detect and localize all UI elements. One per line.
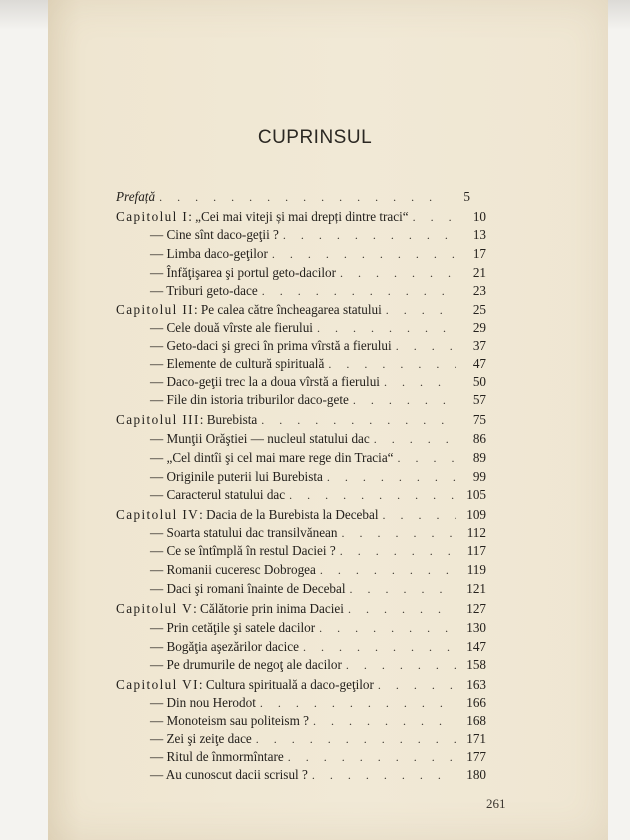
toc-page-number: 166: [466, 695, 486, 710]
toc-page-number: 158: [466, 657, 486, 672]
toc-page-number: 13: [472, 227, 486, 242]
toc-page-number: 10: [472, 209, 486, 224]
toc-page-number: 5: [463, 189, 470, 204]
toc-entry-text: — Au cunoscut dacii scrisul ?: [150, 767, 308, 782]
chapter-label: Capitolul IV: [116, 507, 200, 522]
toc-entry-text: — Daco-geţii trec la a doua vîrstă a fierului: [150, 374, 380, 389]
toc-entry-text: — Soarta statului dac transilvănean: [150, 525, 338, 540]
toc-entry-text: — Bogăţia aşezărilor dacice: [150, 639, 300, 654]
toc-entry-text: — Munţii Orăştiei — nucleul statului dac: [150, 431, 370, 446]
toc-page-number: 163: [466, 677, 486, 692]
toc-page-number: 117: [466, 543, 486, 558]
toc-page-number: 180: [466, 767, 486, 782]
toc-page-number: 147: [466, 639, 486, 654]
toc-entry-text: — „Cel dintîi şi cel mai mare rege din Tracia“: [150, 450, 394, 465]
toc-entry-text: — Caracterul statului dac: [150, 487, 286, 502]
chapter-title: : Călătorie prin inima Daciei: [193, 601, 344, 616]
toc-entry: [150, 766, 486, 784]
toc-page-number: 121: [466, 581, 486, 596]
dot-leader: [288, 748, 456, 766]
page-number: 261: [486, 796, 506, 811]
chapter-label: Capitolul II: [116, 302, 194, 317]
chapter-title: : Burebista: [199, 412, 258, 427]
page-title: CUPRINSUL: [257, 127, 373, 148]
toc-entry-text: — Înfăţişarea şi portul geto-dacilor: [150, 265, 337, 280]
toc-entry-text: — Zei şi zeiţe dace: [150, 731, 252, 746]
dot-leader: [312, 766, 456, 784]
toc-page-number: 75: [472, 412, 486, 427]
toc-page-number: 119: [466, 562, 486, 577]
toc-entry-text: — Pe drumurile de negoţ ale dacilor: [150, 657, 342, 672]
toc-page-number: 25: [472, 302, 486, 317]
toc-entry-text: — Triburi geto-dace: [150, 283, 258, 298]
chapter-title: : Pe calea către încheagarea statului: [193, 302, 382, 317]
toc-page-number: 99: [472, 469, 486, 484]
toc-entry: [150, 748, 486, 766]
toc-entry-text: — Cele două vîrste ale fierului: [150, 320, 313, 335]
toc-entry-text: — Geto-daci şi greci în prima vîrstă a fierului: [150, 338, 392, 353]
toc-entry-text: — Cine sînt daco-geţii ?: [150, 227, 279, 242]
toc-page-number: 17: [472, 246, 486, 261]
toc-entry-text: — Ritul de înmormîntare: [150, 749, 284, 764]
toc-entry-text: — File din istoria triburilor daco-gete: [150, 392, 349, 407]
toc-page-number: 23: [472, 283, 486, 298]
chapter-label: Capitolul V: [116, 601, 194, 616]
chapter-label: Capitolul I: [116, 209, 189, 224]
chapter-label: Capitolul VI: [116, 677, 199, 692]
toc-entry-text: — Originile puterii lui Burebista: [150, 469, 323, 484]
toc-entry-text: — Din nou Herodot: [150, 695, 256, 710]
toc-page-number: 171: [466, 731, 486, 746]
toc-page-number: 89: [472, 450, 486, 465]
toc-page-number: 50: [472, 374, 486, 389]
toc-page-number: 86: [472, 431, 486, 446]
toc-page-number: 130: [466, 620, 486, 635]
toc-entry-text: — Monoteism sau politeism ?: [150, 713, 309, 728]
toc-page-number: 112: [466, 525, 486, 540]
toc-entry-text: — Elemente de cultură spirituală: [150, 356, 325, 371]
chapter-title: : Dacia de la Burebista la Decebal: [199, 507, 379, 522]
chapter-title: : „Cei mai viteji și mai drepți dintre traci“: [188, 209, 409, 224]
toc-page-number: 127: [466, 601, 486, 616]
toc-entry-text: Prefață: [116, 189, 156, 204]
toc-page-number: 37: [472, 338, 486, 353]
toc-page-number: 168: [466, 713, 486, 728]
toc-page-number: 109: [466, 507, 486, 522]
toc-entry-text: — Ce se întîmplă în restul Daciei ?: [150, 543, 336, 558]
toc-page-number: 57: [472, 392, 486, 407]
toc-page-number: 105: [466, 487, 486, 502]
toc-entry-text: — Limba daco-geţilor: [150, 246, 268, 261]
chapter-title: : Cultura spirituală a daco-geţilor: [198, 677, 374, 692]
toc-entry-text: — Daci şi romani înainte de Decebal: [150, 581, 346, 596]
toc-page-number: 21: [472, 265, 486, 280]
toc-page-number: 29: [472, 320, 486, 335]
toc-entry-text: — Prin cetăţile şi satele dacilor: [150, 620, 316, 635]
toc-page-number: 47: [472, 356, 486, 371]
toc-entry-text: — Romanii cuceresc Dobrogea: [150, 562, 316, 577]
toc-page-number: 177: [466, 749, 486, 764]
chapter-label: Capitolul III: [116, 412, 200, 427]
